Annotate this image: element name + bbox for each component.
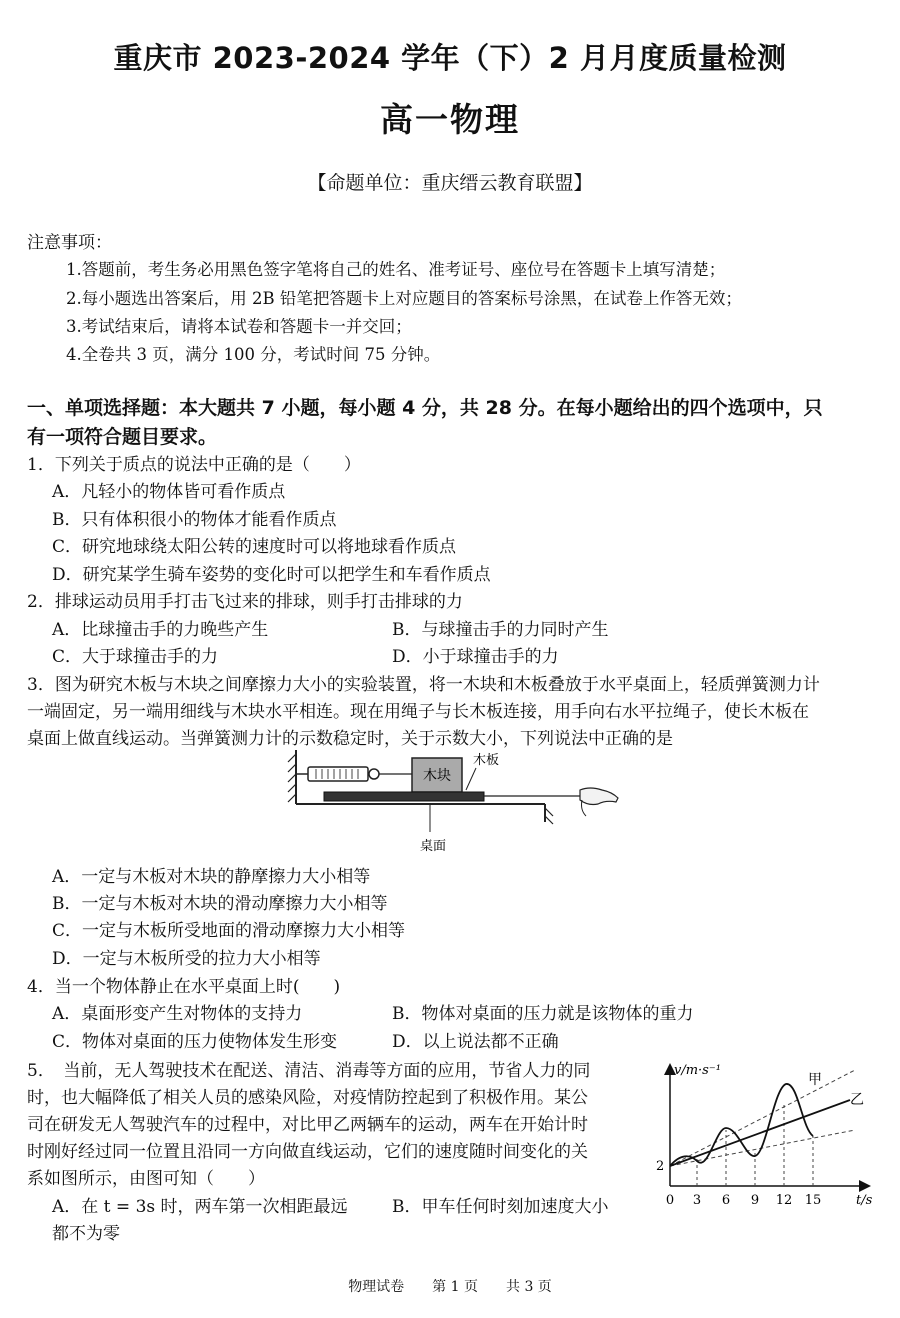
x-tick: 12 xyxy=(775,1193,793,1208)
q5-option-b: B．甲车任何时刻加速度大小 xyxy=(392,1197,609,1217)
page-footer: 物理试卷 第 1 页 共 3 页 xyxy=(348,1279,552,1295)
question-3-stem-cont: 一端固定，另一端用细线与木块水平相连。现在用绳子与长木板连接，用手向右水平拉绳子，使长木板在 xyxy=(27,702,809,722)
label-block: 木块 xyxy=(423,768,451,784)
question-4-stem: 4．当一个物体静止在水平桌面上时( ) xyxy=(27,977,341,997)
q5-vt-graph xyxy=(650,1058,882,1210)
q3-option-c: C．一定与木板所受地面的滑动摩擦力大小相等 xyxy=(52,921,406,941)
q3-apparatus-figure xyxy=(280,744,620,856)
graph-y0-label: 2 xyxy=(656,1159,665,1174)
x-tick: 0 xyxy=(665,1193,675,1208)
q4-option-c: C．物体对桌面的压力使物体发生形变 xyxy=(52,1032,338,1052)
section-heading-cont: 有一项符合题目要求。 xyxy=(27,426,218,448)
question-1-stem: 1．下列关于质点的说法中正确的是（ ） xyxy=(27,455,361,475)
q1-option-a: A．凡轻小的物体皆可看作质点 xyxy=(52,482,286,502)
notice-item: 2.每小题选出答案后，用 2B 铅笔把答题卡上对应题目的答案标号涂黑，在试卷上作答无效； xyxy=(66,289,742,308)
q3-option-d: D．一定与木板所受的拉力大小相等 xyxy=(52,949,321,969)
q2-option-b: B．与球撞击手的力同时产生 xyxy=(392,620,609,640)
q5-option-b-cont: 都不为零 xyxy=(52,1224,120,1244)
q4-option-a: A．桌面形变产生对物体的支持力 xyxy=(52,1004,303,1024)
exam-subject: 高一物理 xyxy=(380,100,520,139)
label-table: 桌面 xyxy=(420,839,447,854)
q5-option-a: A．在 t = 3s 时，两车第一次相距最远 xyxy=(52,1197,348,1217)
graph-ylabel: v/m·s⁻¹ xyxy=(674,1063,721,1078)
question-5-stem-cont: 时，也大幅降低了相关人员的感染风险，对疫情防控起到了积极作用。某公 xyxy=(27,1088,588,1108)
question-5-stem-cont: 司在研发无人驾驶汽车的过程中，对比甲乙两辆车的运动，两车在开始计时 xyxy=(27,1115,588,1135)
question-3-stem: 3．图为研究木板与木块之间摩擦力大小的实验装置，将一木块和木板叠放于水平桌面上，轻质弹簧测力计 xyxy=(27,675,820,695)
section-heading: 一、单项选择题：本大题共 7 小题，每小题 4 分，共 28 分。在每小题给出的四个选项中，只 xyxy=(27,397,823,419)
series-jia-label: 甲 xyxy=(808,1072,822,1088)
q1-option-c: C．研究地球绕太阳公转的速度时可以将地球看作质点 xyxy=(52,537,457,557)
notice-item: 3.考试结束后，请将本试卷和答题卡一并交回； xyxy=(66,317,412,336)
q1-option-d: D．研究某学生骑车姿势的变化时可以把学生和车看作质点 xyxy=(52,565,491,585)
series-jia-curve xyxy=(670,1084,813,1166)
question-2-stem: 2．排球运动员用手打击飞过来的排球，则手打击排球的力 xyxy=(27,592,463,612)
graph-xlabel: t/s xyxy=(856,1193,873,1208)
notice-item: 4.全卷共 3 页，满分 100 分，考试时间 75 分钟。 xyxy=(66,345,441,364)
question-5-stem: 5． 当前，无人驾驶技术在配送、清洁、消毒等方面的应用，节省人力的同 xyxy=(27,1061,591,1081)
label-board: 木板 xyxy=(473,753,500,768)
x-tick: 15 xyxy=(804,1193,822,1208)
x-tick: 3 xyxy=(692,1193,702,1208)
q2-option-a: A．比球撞击手的力晚些产生 xyxy=(52,620,269,640)
question-5-stem-cont: 时刚好经过同一位置且沿同一方向做直线运动，它们的速度随时间变化的关 xyxy=(27,1142,588,1162)
question-5-stem-cont: 系如图所示，由图可知（ ） xyxy=(27,1169,265,1189)
series-yi-label: 乙 xyxy=(850,1092,864,1108)
question-3-stem-cont: 桌面上做直线运动。当弹簧测力计的示数稳定时，关于示数大小，下列说法中正确的是 xyxy=(27,729,673,749)
q3-option-b: B．一定与木板对木块的滑动摩擦力大小相等 xyxy=(52,894,388,914)
notice-item: 1.答题前，考生务必用黑色签字笔将自己的姓名、准考证号、座位号在答题卡上填写清楚； xyxy=(66,260,726,279)
x-tick: 6 xyxy=(721,1193,731,1208)
x-tick: 9 xyxy=(750,1193,760,1208)
q2-option-c: C．大于球撞击手的力 xyxy=(52,647,219,667)
exam-title: 重庆市 2023-2024 学年（下）2 月月度质量检测 xyxy=(113,41,787,75)
exam-organizer: 【命题单位：重庆缙云教育联盟】 xyxy=(307,172,593,194)
q2-option-d: D．小于球撞击手的力 xyxy=(392,647,559,667)
q3-option-a: A．一定与木板对木块的静摩擦力大小相等 xyxy=(52,867,371,887)
q4-option-b: B．物体对桌面的压力就是该物体的重力 xyxy=(392,1004,694,1024)
notice-heading: 注意事项： xyxy=(27,233,112,253)
q1-option-b: B．只有体积很小的物体才能看作质点 xyxy=(52,510,337,530)
q4-option-d: D．以上说法都不正确 xyxy=(392,1032,559,1052)
series-yi-line xyxy=(670,1100,850,1166)
